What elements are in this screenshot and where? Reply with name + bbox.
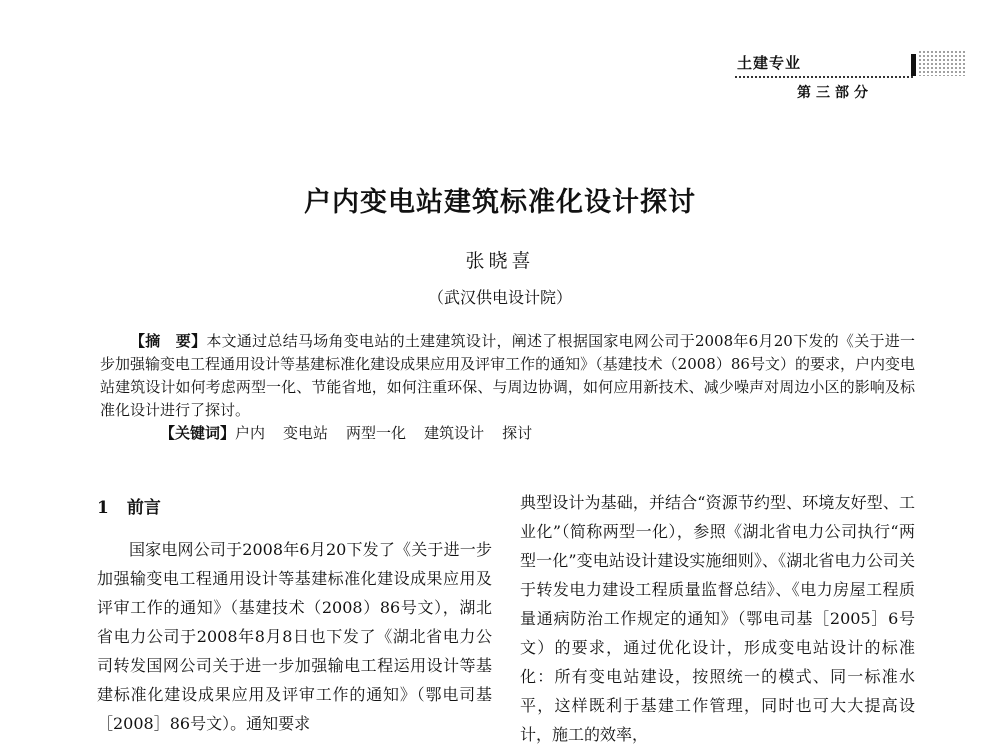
abstract-text: 本文通过总结马场角变电站的土建建筑设计，阐述了根据国家电网公司于2008年6月20下发的《关于进一步加强输变电工程通用设计等基建标准化建设成果应用及评审工作的通知》（基建技术（2008）86号文）的要求，户内变电站建筑设计如何考虑两型一化、节能省地，如何注重环保、与周边协调，如何应用新技术、减少噪声对周边小区的影响及标准化设计进行了探讨。 [100,332,915,419]
keyword-item: 两型一化 [346,424,407,442]
body-column-left [97,488,492,738]
keywords-label: 【关键词】 [160,424,236,442]
header-bar [911,54,916,76]
keywords-line [100,422,915,445]
section-part: 第三部分 [797,85,873,101]
article-author: 张晓喜 [465,250,535,272]
header-stipple-decoration [918,50,966,76]
body-paragraph: 典型设计为基础，并结合“资源节约型、环境友好型、工业化”（简称两型一化），参照《湖北省电力公司执行“两型一化”变电站设计建设实施细则》、《湖北省电力公司关于转发电力建设工程质量监督总结》、《电力房屋工程质量通病防治工作规定的通知》（鄂电司基［2005］6号文）的要求，通过优化设计，形成变电站设计的标准化：所有变电站建设，按照统一的模式、同一标准水平，这样既利于基建工作管理，同时也可大大提高设计，施工的效率， [520,493,915,744]
keyword-item: 探讨 [502,424,533,442]
section-label: 土建专业 [737,54,802,72]
abstract-paragraph [100,330,915,422]
section-heading [97,494,492,523]
section-number: 1 [97,498,109,518]
section-title: 前言 [126,498,161,518]
keyword-item: 建筑设计 [424,424,485,442]
body-paragraph: 国家电网公司于2008年6月20下发了《关于进一步加强输变电工程通用设计等基建标准化建设成果应用及评审工作的通知》（基建技术（2008）86号文），湖北省电力公司于2008年8月8日也下发了《湖北省电力公司转发国网公司关于进一步加强输电工程运用设计等基建标准化建设成果应用及评审工作的通知》（鄂电司基［2008］86号文）。通知要求 [97,540,492,733]
keyword-item: 变电站 [283,424,329,442]
keyword-item: 户内 [235,424,266,442]
body-column-right [520,488,915,749]
article-title: 户内变电站建筑标准化设计探讨 [304,187,696,218]
header-dotted-rule [735,76,913,78]
abstract-block [100,330,915,445]
article-affiliation: （武汉供电设计院） [427,288,572,307]
running-header [735,50,915,110]
abstract-label: 【摘 要】 [130,332,207,350]
